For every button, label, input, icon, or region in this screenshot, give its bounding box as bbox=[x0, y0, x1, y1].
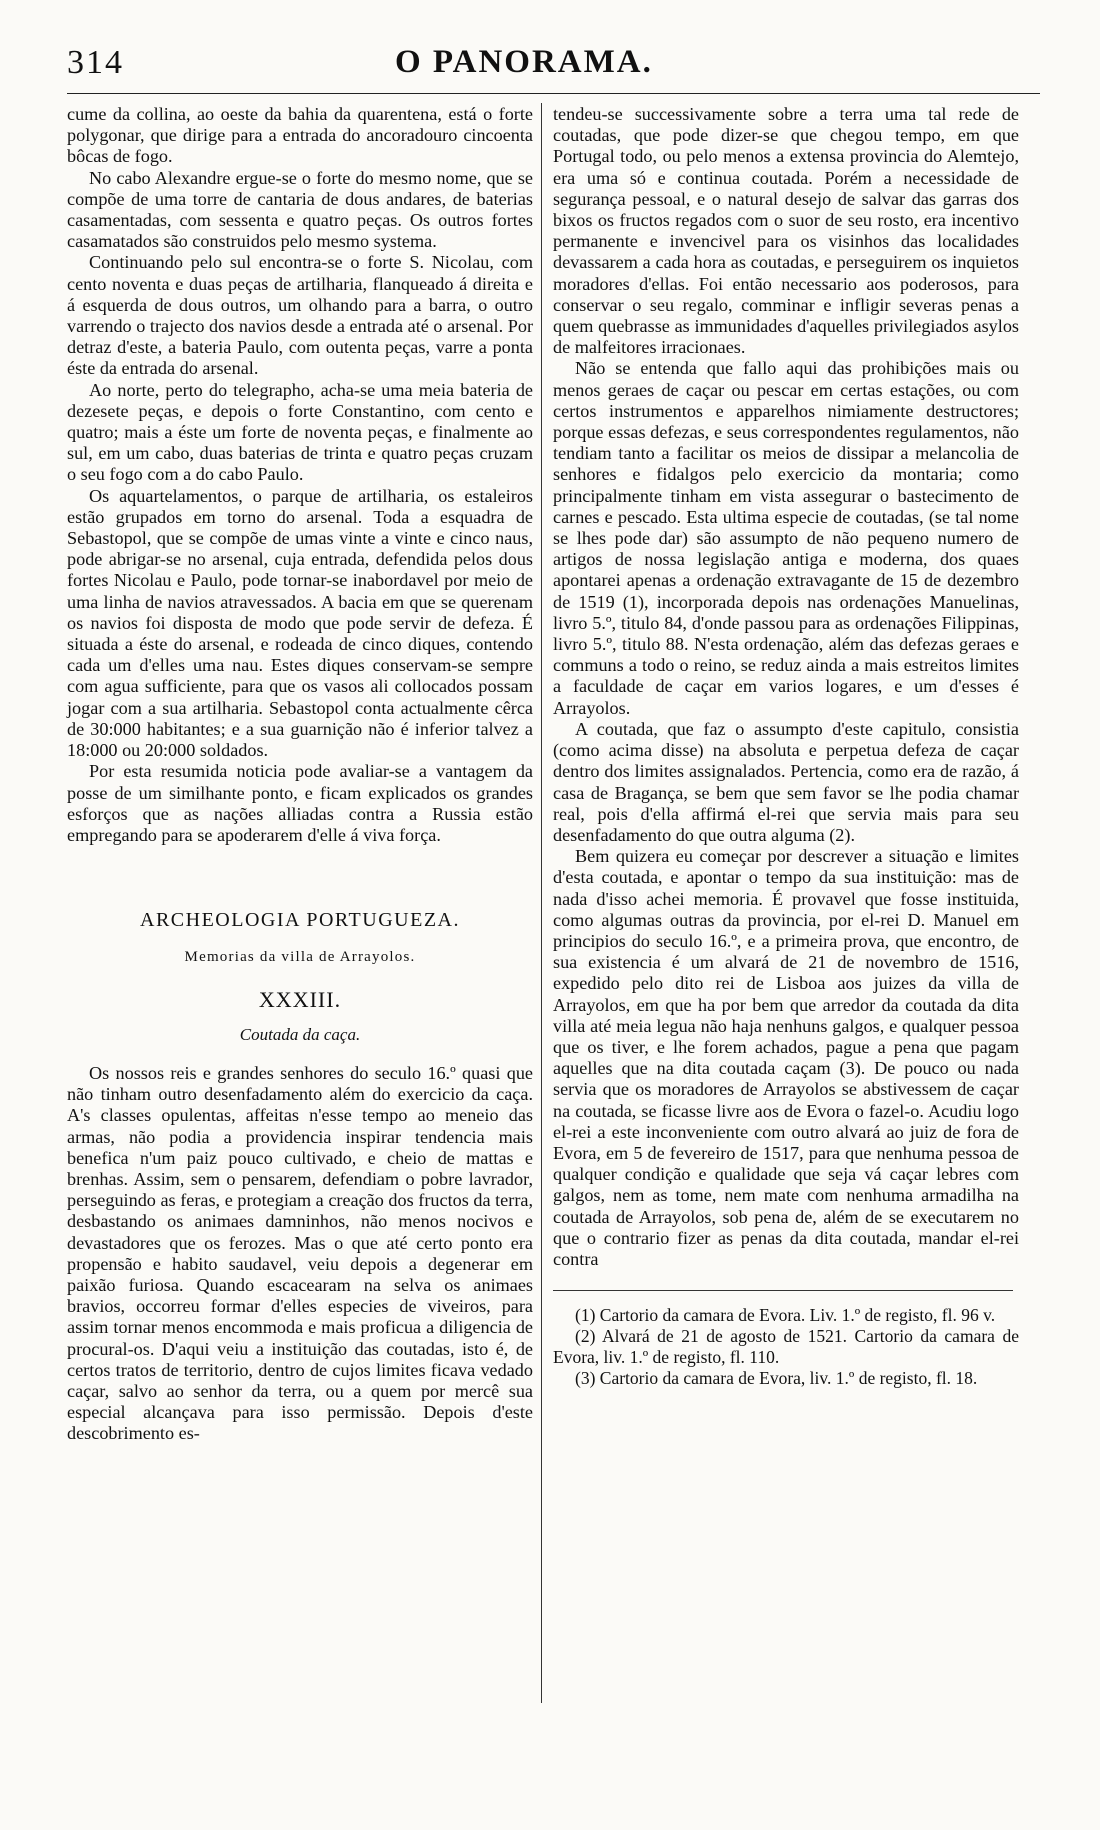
footnote: (1) Cartorio da camara de Evora. Liv. 1.º de registo, fl. 96 v. bbox=[575, 1305, 996, 1326]
section-heading bbox=[67, 910, 533, 1045]
paragraph: cume da collina, ao oeste da bahia da quarentena, está o forte polygonar, que dirige para a entrada do ancoradouro cincoenta bôcas de fogo. bbox=[67, 104, 533, 167]
paragraph: tendeu-se successivamente sobre a terra uma tal rede de coutadas, que pode dizer-se que chegou tempo, em que Portugal todo, ou pelo menos a extensa provincia do Alemtejo, era uma só e continua coutada. Porém a necessidade de segurança pessoal, e o natural desejo de salvar das garras dos bixos os fructos regados com o suor de seu rosto, era incentivo permanente e invencivel para os visinhos das localidades devassarem a cada hora as coutadas, e perseguirem os inquietos moradores d'ellas. Foi então necessario aos poderosos, para conservar o seu regalo, comminar e infligir severas penas a quem quebrasse as immunidades d'aquelles privilegiados asylos de malfeitores irracionaes. bbox=[553, 104, 1019, 358]
right-column bbox=[553, 104, 1019, 1389]
column-divider bbox=[541, 103, 542, 1703]
paragraph: Não se entenda que fallo aqui das prohibições mais ou menos geraes de caçar ou pescar em certas estações, ou com certos instrumentos e apparelhos nimiamente destructores; porque essas defezas, e seus correspondentes regulamentos, não tendiam tanto a facilitar os meios de dissipar a melancolia de senhores e fidalgos pelo exercicio da montaria; como principalmente tinham em vista assegurar o bastecimento de carnes e pescado. Esta ultima especie de coutadas, (se tal nome se lhes pode dar) são assumpto de não pequeno numero de artigos de nossa legislação antiga e moderna, dos quaes apontarei apenas a ordenação extravagante de 15 de dezembro de 1519 (1), incorporada depois nas ordenações Manuelinas, livro 5.º, titulo 84, d'onde passou para as ordenações Filippinas, livro 5.º, titulo 88. N'esta ordenação, além das defezas geraes e communs a todo o reino, se reduz ainda a mais estreitos limites a faculdade de caçar em varios logares, e um d'esses é Arrayolos. bbox=[553, 358, 1019, 718]
paragraph: Bem quizera eu começar por descrever a situação e limites d'esta coutada, e apontar o tempo da sua instituição: mas de nada d'isso achei memoria. É provavel que fosse instituida, como algumas outras da provincia, por el-rei D. Manuel em principios do seculo 16.º, e a primeira prova, que encontro, de sua existencia é um alvará de 21 de novembro de 1516, expedido pelo dito rei de Lisboa aos juizes da villa de Arrayolos, em que ha por bem que arredor da coutada da dita villa até meia legua não haja nenhuns galgos, e qualquer pessoa que os tiver, e lhe forem achados, pague a pena que pagam aquelles que na dita coutada caçam (3). De pouco ou nada servia que os moradores de Arrayolos se abstivessem de caçar na coutada, se ficasse livre aos de Evora o fazel-o. Acudiu logo el-rei a este inconveniente com outro alvará ao juiz de fora de Evora, em 5 de fevereiro de 1517, para que nenhuma pessoa de qualquer condição e qualidade que seja vá caçar lebres com galgos, nem as tome, nem mate com nenhuma armadilha na coutada de Arrayolos, sob pena de, além de se executarem no que o contrario fizer as penas da dita coutada, mandar el-rei contra bbox=[553, 846, 1019, 1269]
paragraph: A coutada, que faz o assumpto d'este capitulo, consistia (como acima disse) na absoluta e perpetua defeza de caçar dentro dos limites assignalados. Pertencia, como era de razão, á casa de Bragança, se bem que sem favor se lhe podia chamar real, pois d'ella affirmá el-rei que servia mais para seu desenfadamento do que outra alguma (2). bbox=[553, 718, 1019, 845]
page-number: 314 bbox=[67, 44, 124, 81]
paragraph: Os nossos reis e grandes senhores do seculo 16.º quasi que não tinham outro desenfadamento além do exercicio da caça. A's classes opulentas, affeitas n'esse tempo ao meneio das armas, não podia a providencia inspirar tendencia mais benefica n'um paiz pouco cultivado, e cheio de mattas e brenhas. Assim, sem o pensarem, defendiam o pobre lavrador, perseguindo as feras, e protegiam a creação dos fructos da terra, desbastando os animaes damninhos, não menos nocivos e devastadores que os ferozes. Mas o que até certo ponto era propensão e habito saudavel, veiu depois a degenerar em paixão furiosa. Quando escacearam na selva os animaes bravios, occorreu formar d'elles especies de viveiros, para assim tornar menos encommoda e mais proficua a diligencia de procural-os. D'aqui veiu a instituição das coutadas, isto é, de certos tratos de territorio, dentro de cujos limites ficava vedado caçar, salvo ao senhor da terra, ou a quem por mercê sua especial alcançava para isso permissão. Depois d'este descobrimento es- bbox=[67, 1062, 533, 1444]
journal-title: O PANORAMA. bbox=[395, 44, 653, 80]
footnote-rule bbox=[553, 1290, 1013, 1291]
paragraph: Ao norte, perto do telegrapho, acha-se uma meia bateria de dezesete peças, e depois o forte Constantino, com cento e quatro; mais a éste um forte de noventa peças, e finalmente ao sul, em um cabo, duas baterias de trinta e quatro peças cruzam o seu fogo com a do cabo Paulo. bbox=[67, 379, 533, 485]
footnote: (3) Cartorio da camara de Evora, liv. 1.º de registo, fl. 18. bbox=[575, 1368, 978, 1389]
paragraph: Por esta resumida noticia pode avaliar-se a vantagem da posse de um similhante ponto, e ficam explicados os grandes esforços que as nações alliadas contra a Russia estão empregando para se apoderarem d'elle á viva força. bbox=[67, 761, 533, 845]
section-number: XXXIII. bbox=[258, 986, 342, 1012]
footnote: (2) Alvará de 21 de agosto de 1521. Cartorio da camara de Evora, liv. 1.º de registo, fl. 110. bbox=[553, 1326, 1019, 1368]
section-subtitle: Memorias da villa de Arrayolos. bbox=[184, 949, 416, 966]
section-caption: Coutada da caça. bbox=[239, 1024, 361, 1044]
left-column bbox=[67, 104, 533, 1445]
paragraph: No cabo Alexandre ergue-se o forte do mesmo nome, que se compõe de uma torre de cantaria de dous andares, de baterias casamentadas, com sessenta e quatro peças. Os outros fortes casamatados são construidos pelo mesmo systema. bbox=[67, 167, 533, 252]
paragraph: Continuando pelo sul encontra-se o forte S. Nicolau, com cento noventa e duas peças de artilharia, flanqueado á direita e á esquerda de dous outros, um olhando para a barra, o outro varrendo o trajecto dos navios desde a entrada até o arsenal. Por detraz d'este, a bateria Paulo, com outenta peças, varre a ponta éste da entrada do arsenal. bbox=[67, 252, 533, 379]
header-rule bbox=[67, 93, 1040, 94]
paragraph: Os aquartelamentos, o parque de artilharia, os estaleiros estão grupados em torno do arsenal. Toda a esquadra de Sebastopol, que se compõe de umas vinte a vinte e cinco naus, pode abrigar-se no arsenal, cuja entrada, defendida pelos dous fortes Nicolau e Paulo, pode tornar-se inabordavel por meio de uma linha de navios atravessados. A bacia em que se querenam os navios foi disposta de modo que pode servir de defeza. É situada a éste do arsenal, e rodeada de cinco diques, contendo cada um d'elles uma nau. Estes diques conservam-se sempre com agua sufficiente, para que os vasos ali collocados possam jogar com a sua artilharia. Sebastopol conta actualmente cêrca de 30:000 habitantes; e a sua guarnição não é inferior talvez a 18:000 ou 20:000 soldados. bbox=[67, 485, 533, 761]
section-title: ARCHEOLOGIA PORTUGUEZA. bbox=[140, 909, 460, 932]
